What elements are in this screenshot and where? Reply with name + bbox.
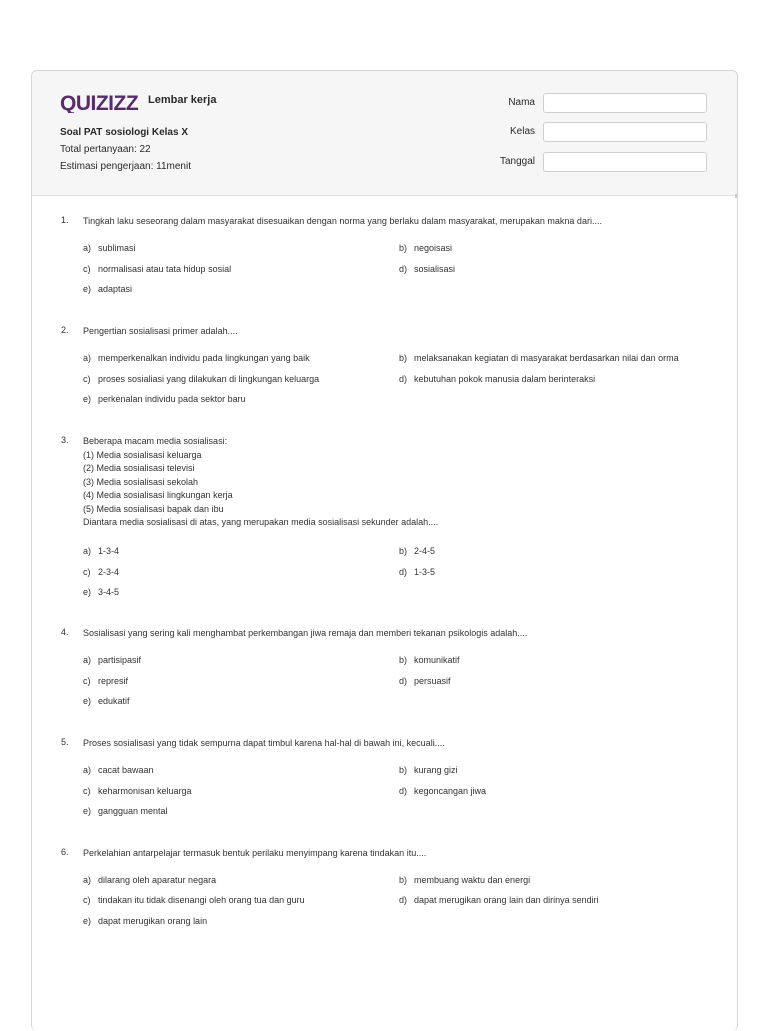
name-field[interactable] bbox=[543, 93, 707, 113]
time-estimate: Estimasi pengerjaan: 11menit bbox=[60, 161, 191, 172]
option-b: b) komunikatif bbox=[399, 655, 460, 665]
option-c: c) represif bbox=[83, 676, 129, 686]
worksheet-page bbox=[31, 70, 738, 1031]
option-e: e) perkenalan individu pada sektor baru bbox=[83, 394, 246, 404]
question-text: Tingkah laku seseorang dalam masyarakat disesuaikan dengan norma yang berlaku dalam masyarakat, merupakan makna dari.... bbox=[83, 216, 602, 226]
quizizz-logo-icon bbox=[60, 91, 144, 113]
question-line: (2) Media sosialisasi televisi bbox=[83, 463, 195, 473]
option-d: d) dapat merugikan orang lain dan dirinya sendiri bbox=[399, 895, 599, 905]
question-number: 5. bbox=[61, 737, 69, 747]
option-b: b) membuang waktu dan energi bbox=[399, 875, 531, 885]
option-c: c) 2-3-4 bbox=[83, 567, 120, 577]
option-c: c) proses sosialiasi yang dilakukan di lingkungan keluarga bbox=[83, 374, 320, 384]
question-line: Beberapa macam media sosialisasi: bbox=[83, 436, 228, 446]
total-questions: Total pertanyaan: 22 bbox=[60, 144, 151, 155]
quiz-title: Soal PAT sosiologi Kelas X bbox=[60, 127, 188, 138]
question-line: (5) Media sosialisasi bapak dan ibu bbox=[83, 503, 224, 514]
option-e: e) dapat merugikan orang lain bbox=[83, 916, 208, 926]
question-line: Diantara media sosialisasi di atas, yang merupakan media sosialisasi sekunder adalah.... bbox=[83, 517, 439, 527]
question-number: 4. bbox=[61, 627, 69, 637]
option-c: c) normalisasi atau tata hidup sosial bbox=[83, 264, 232, 274]
question-text: Pengertian sosialisasi primer adalah.... bbox=[83, 326, 238, 336]
option-b: b) melaksanakan kegiatan di masyarakat berdasarkan nilai dan orma bbox=[399, 353, 679, 363]
option-a: a) sublimasi bbox=[83, 243, 136, 253]
quizizz-logo bbox=[60, 89, 144, 115]
worksheet-header bbox=[32, 71, 737, 196]
name-label: Nama bbox=[508, 97, 535, 108]
option-d: d) kebutuhan pokok manusia dalam berinteraksi bbox=[399, 374, 596, 384]
option-e: e) 3-4-5 bbox=[83, 587, 120, 597]
question-line: (4) Media sosialisasi lingkungan kerja bbox=[83, 490, 233, 500]
option-d: d) sosialisasi bbox=[399, 264, 456, 274]
option-b: b) 2-4-5 bbox=[399, 546, 436, 556]
option-c: c) keharmonisan keluarga bbox=[83, 786, 192, 796]
question-number: 3. bbox=[61, 435, 69, 445]
svg-text:QUIZIZZ: QUIZIZZ bbox=[60, 92, 139, 113]
option-d: d) persuasif bbox=[399, 676, 451, 686]
option-d: d) 1-3-5 bbox=[399, 567, 436, 577]
class-field[interactable] bbox=[543, 122, 707, 142]
question-number: 6. bbox=[61, 847, 69, 857]
date-field[interactable] bbox=[543, 152, 707, 172]
option-e: e) gangguan mental bbox=[83, 806, 168, 816]
question-text: Sosialisasi yang sering kali menghambat perkembangan jiwa remaja dan memberi tekanan psikologis adalah.... bbox=[83, 628, 528, 638]
question-text bbox=[83, 435, 723, 530]
question-text: Perkelahian antarpelajar termasuk bentuk perilaku menyimpang karena tindakan itu.... bbox=[83, 848, 427, 858]
logo-subtitle: Lembar kerja bbox=[148, 94, 217, 106]
question-number: 2. bbox=[61, 325, 69, 335]
option-b: b) kurang gizi bbox=[399, 765, 458, 775]
option-a: a) cacat bawaan bbox=[83, 765, 154, 775]
question-text: Proses sosialisasi yang tidak sempurna dapat timbul karena hal-hal di bawah ini, kecuali.... bbox=[83, 738, 445, 748]
option-d: d) kegoncangan jiwa bbox=[399, 786, 487, 796]
option-c: c) tindakan itu tidak disenangi oleh orang tua dan guru bbox=[83, 895, 305, 905]
option-b: b) negoisasi bbox=[399, 243, 453, 253]
option-a: a) dilarang oleh aparatur negara bbox=[83, 875, 217, 885]
option-e: e) edukatif bbox=[83, 696, 130, 706]
question-number: 1. bbox=[61, 215, 69, 225]
option-a: a) memperkenalkan individu pada lingkungan yang baik bbox=[83, 353, 310, 363]
option-a: a) 1-3-4 bbox=[83, 546, 120, 556]
header-divider-mark bbox=[735, 194, 737, 198]
class-label: Kelas bbox=[509, 126, 535, 137]
option-e: e) adaptasi bbox=[83, 284, 133, 294]
question-line: (3) Media sosialisasi sekolah bbox=[83, 476, 199, 487]
date-label: Tanggal bbox=[499, 156, 535, 167]
option-a: a) partisipasif bbox=[83, 655, 142, 665]
question-line: (1) Media sosialisasi keluarga bbox=[83, 449, 202, 460]
